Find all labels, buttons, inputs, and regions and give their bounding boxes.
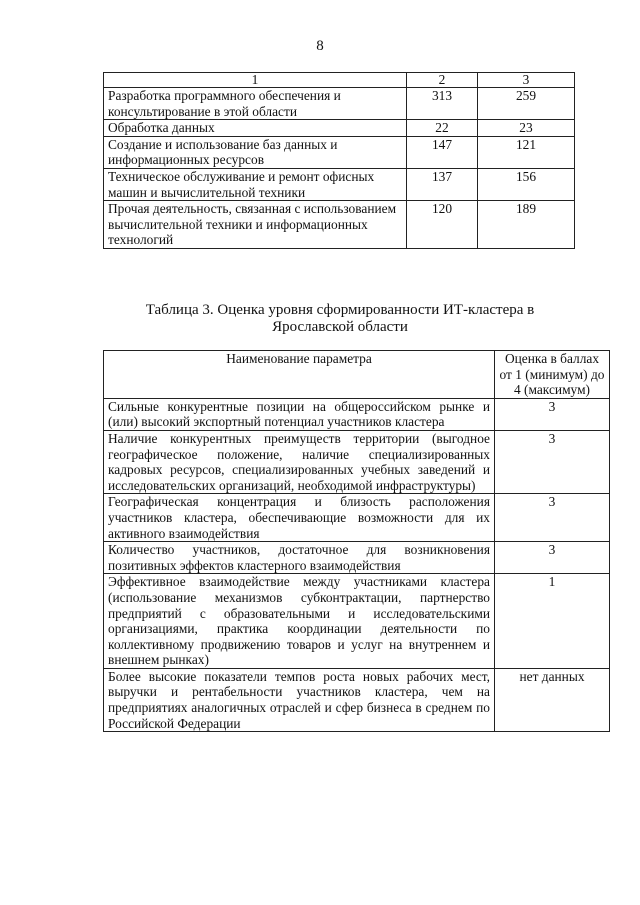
table-row	[104, 542, 610, 574]
table-caption: Таблица 3. Оценка уровня сформированности ИТ-кластера в Ярославской области	[145, 302, 535, 335]
row-value: 23	[478, 120, 575, 137]
row-value: 189	[478, 201, 575, 249]
column-header: 2	[407, 73, 478, 88]
table-row	[104, 88, 575, 120]
parameter-cell: Сильные конкурентные позиции на общероссийском рынке и (или) высокий экспортный потенциал участников кластера	[104, 398, 495, 430]
table-row	[104, 574, 610, 669]
score-cell: 3	[495, 398, 610, 430]
table-row	[104, 398, 610, 430]
score-cell: 1	[495, 574, 610, 669]
column-header: 3	[478, 73, 575, 88]
table-header-row	[104, 351, 610, 399]
row-value: 147	[407, 136, 478, 168]
row-value: 156	[478, 168, 575, 200]
row-label: Обработка данных	[104, 120, 407, 137]
parameter-cell: Количество участников, достаточное для возникновения позитивных эффектов кластерного взаимодействия	[104, 542, 495, 574]
row-label: Прочая деятельность, связанная с использованием вычислительной техники и информационных технологий	[104, 201, 407, 249]
row-value: 137	[407, 168, 478, 200]
score-cell: 3	[495, 542, 610, 574]
activity-table	[103, 72, 575, 249]
page-number: 8	[316, 38, 324, 54]
table-row	[104, 430, 610, 493]
table-row	[104, 494, 610, 542]
table-row	[104, 136, 575, 168]
row-value: 120	[407, 201, 478, 249]
row-value: 121	[478, 136, 575, 168]
row-value: 22	[407, 120, 478, 137]
cluster-assessment-table	[103, 350, 610, 732]
parameter-cell: Географическая концентрация и близость расположения участников кластера, обеспечивающие возможности для их активного взаимодействия	[104, 494, 495, 542]
parameter-cell: Наличие конкурентных преимуществ территории (выгодное географическое положение, наличие специализированных кадровых ресурсов, специализированных учебных заведений и исследовательских организаций, необходимой инфраструктуры)	[104, 430, 495, 493]
table-row	[104, 168, 575, 200]
table-row	[104, 120, 575, 137]
table-row	[104, 201, 575, 249]
table-header-row	[104, 73, 575, 88]
parameter-cell: Более высокие показатели темпов роста новых рабочих мест, выручки и рентабельности участников кластера, чем на предприятиях аналогичных отраслей и сфер бизнеса в среднем по Российской Федерации	[104, 668, 495, 731]
table-row	[104, 668, 610, 731]
row-label: Создание и использование баз данных и информационных ресурсов	[104, 136, 407, 168]
parameter-cell: Эффективное взаимодействие между участниками кластера (использование механизмов субконтрактации, партнерство предприятий с образовательными и исследовательскими организациями, практика координации деятельности по коллективному продвижению товаров и услуг на внутреннем и внешнем рынках)	[104, 574, 495, 669]
score-cell: 3	[495, 430, 610, 493]
row-label: Техническое обслуживание и ремонт офисных машин и вычислительной техники	[104, 168, 407, 200]
score-cell: нет данных	[495, 668, 610, 731]
score-header: Оценка в баллах от 1 (минимум) до 4 (максимум)	[495, 351, 610, 399]
column-header: 1	[104, 73, 407, 88]
row-label: Разработка программного обеспечения и консультирование в этой области	[104, 88, 407, 120]
row-value: 259	[478, 88, 575, 120]
parameter-header: Наименование параметра	[104, 351, 495, 399]
row-value: 313	[407, 88, 478, 120]
score-cell: 3	[495, 494, 610, 542]
